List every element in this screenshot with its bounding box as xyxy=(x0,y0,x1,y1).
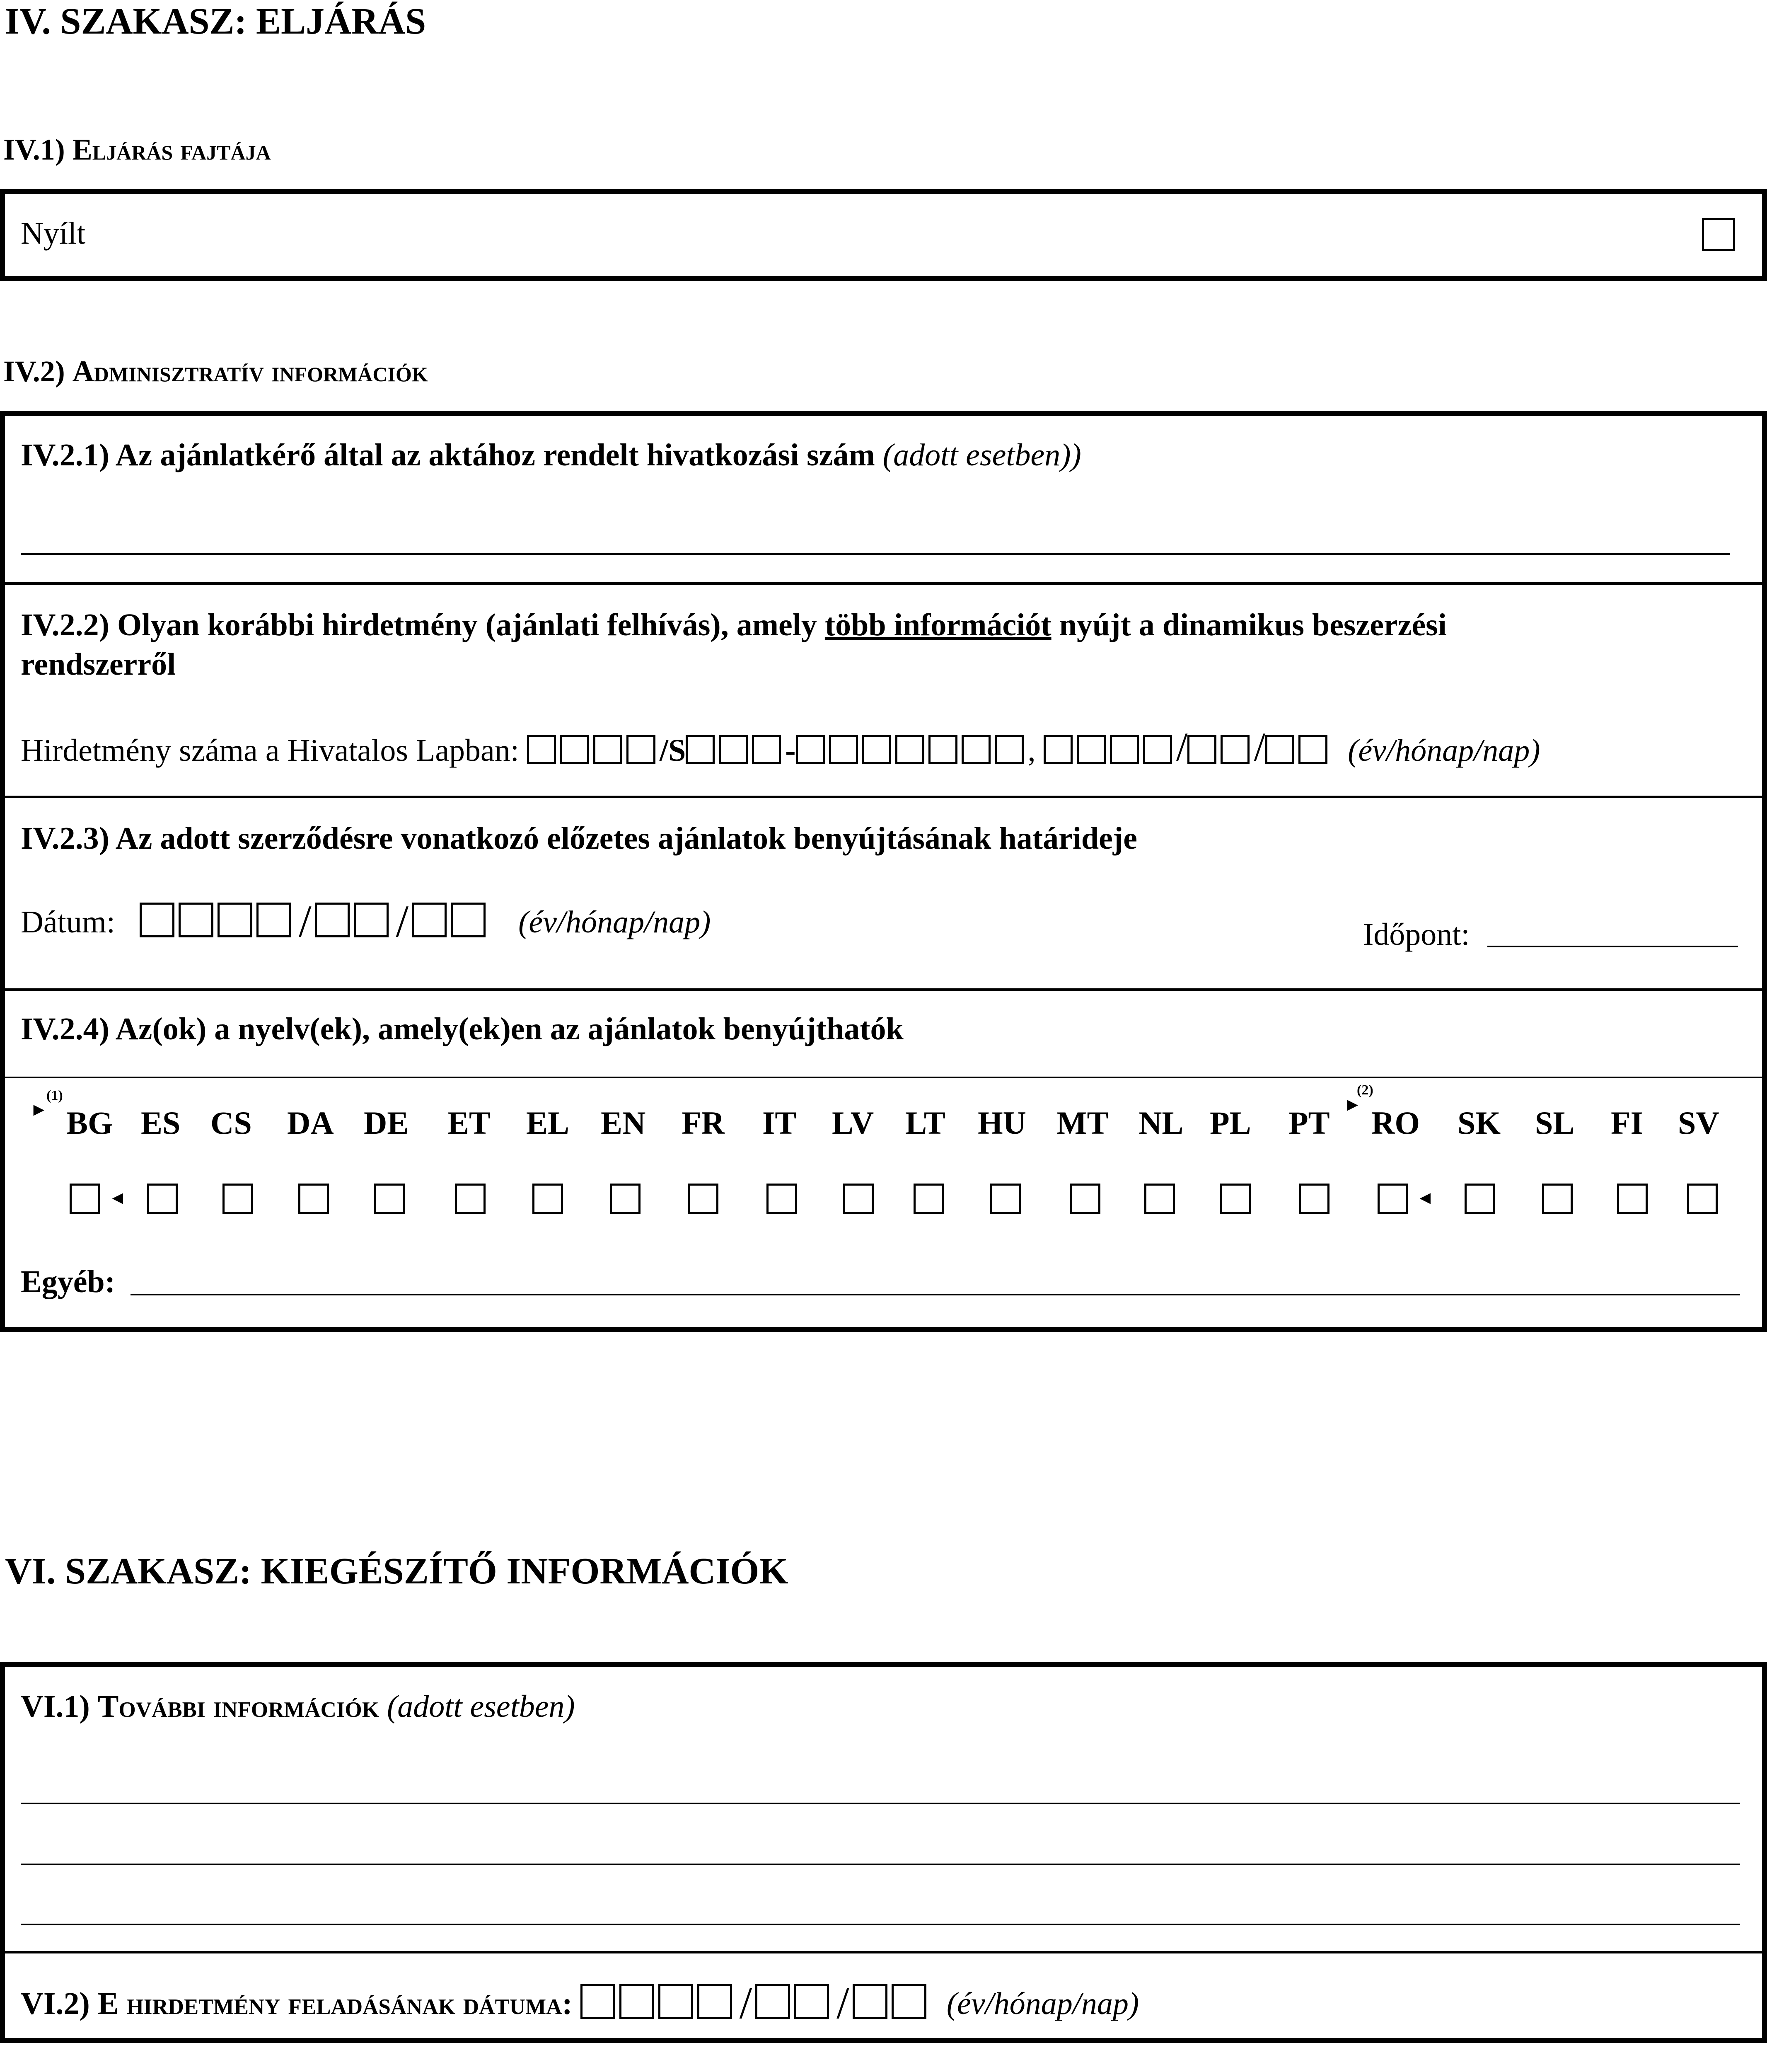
dispatch-month-box[interactable] xyxy=(755,1984,790,2019)
oj-number-box[interactable] xyxy=(962,735,991,764)
lang-label-pt: PT xyxy=(1288,1105,1330,1141)
footnote-ref-1: (1) xyxy=(46,1088,63,1103)
oj-date-year-box[interactable] xyxy=(1143,735,1172,764)
lang-label-de: DE xyxy=(364,1105,409,1141)
deadline-year-box[interactable] xyxy=(140,903,174,937)
lang-checkbox-en[interactable] xyxy=(610,1184,641,1214)
arrow-right-icon: ► xyxy=(1344,1094,1362,1115)
lang-label-pl: PL xyxy=(1210,1105,1251,1141)
deadline-year-box[interactable] xyxy=(179,903,213,937)
divider xyxy=(0,988,1767,991)
oj-number-box[interactable] xyxy=(796,735,825,764)
additional-info-line-1[interactable] xyxy=(21,1803,1740,1804)
heading-iv22: IV.2.2) Olyan korábbi hirdetmény (ajánlati felhívás), amely több információt nyújt a dinamikus beszerzési xyxy=(21,608,1447,642)
arrow-left-icon: ◄ xyxy=(1416,1188,1434,1208)
lang-checkbox-it[interactable] xyxy=(766,1184,797,1214)
oj-year-box[interactable] xyxy=(593,735,622,764)
lang-checkbox-sl[interactable] xyxy=(1542,1184,1573,1214)
lang-checkbox-fr[interactable] xyxy=(688,1184,718,1214)
arrow-left-icon: ◄ xyxy=(109,1188,127,1208)
lang-label-cs: CS xyxy=(210,1105,252,1141)
heading-vi1: VI.1) További információk (adott esetben) xyxy=(21,1689,575,1724)
oj-year-box[interactable] xyxy=(560,735,589,764)
deadline-year-box[interactable] xyxy=(256,903,291,937)
oj-s-box[interactable] xyxy=(719,735,748,764)
oj-s-box[interactable] xyxy=(686,735,715,764)
heading-iv22-cont: rendszerről xyxy=(21,647,176,682)
heading-iv2: IV.2) Adminisztratív információk xyxy=(3,355,428,388)
oj-date-month-box[interactable] xyxy=(1221,735,1250,764)
lang-checkbox-es[interactable] xyxy=(147,1184,178,1214)
deadline-day-box[interactable] xyxy=(412,903,447,937)
lang-label-fi: FI xyxy=(1611,1105,1643,1141)
oj-number-box[interactable] xyxy=(928,735,957,764)
lang-label-ro: RO xyxy=(1371,1105,1420,1141)
oj-number-box[interactable] xyxy=(895,735,924,764)
lang-checkbox-lt[interactable] xyxy=(914,1184,944,1214)
oj-s-box[interactable] xyxy=(752,735,781,764)
arrow-right-icon: ► xyxy=(30,1099,48,1120)
lang-label-da: DA xyxy=(287,1105,334,1141)
oj-year-box[interactable] xyxy=(527,735,556,764)
divider xyxy=(0,796,1767,798)
lang-label-fr: FR xyxy=(682,1105,725,1141)
oj-date-year-box[interactable] xyxy=(1044,735,1073,764)
dispatch-year-box[interactable] xyxy=(658,1984,693,2019)
heading-iv1: IV.1) Eljárás fajtája xyxy=(3,133,271,166)
lang-checkbox-fi[interactable] xyxy=(1617,1184,1648,1214)
lang-label-en: EN xyxy=(601,1105,646,1141)
section-title-vi: VI. SZAKASZ: KIEGÉSZÍTŐ INFORMÁCIÓK xyxy=(5,1551,788,1592)
lang-label-mt: MT xyxy=(1056,1105,1109,1141)
lang-label-nl: NL xyxy=(1139,1105,1184,1141)
dispatch-year-box[interactable] xyxy=(580,1984,615,2019)
dispatch-date-row: VI.2) E hirdetmény feladásának dátuma: / / (év/hónap/nap) xyxy=(21,1978,1139,2028)
oj-number-box[interactable] xyxy=(995,735,1024,764)
lang-checkbox-el[interactable] xyxy=(532,1184,563,1214)
lang-label-lv: LV xyxy=(832,1105,874,1141)
oj-date-year-box[interactable] xyxy=(1077,735,1106,764)
oj-year-box[interactable] xyxy=(626,735,655,764)
dispatch-year-box[interactable] xyxy=(619,1984,654,2019)
deadline-date-row: Dátum: / / (év/hónap/nap) xyxy=(21,896,711,946)
heading-iv21: IV.2.1) Az ajánlatkérő által az aktához rendelt hivatkozási szám (adott esetben)) xyxy=(21,438,1081,472)
lang-label-lt: LT xyxy=(905,1105,945,1141)
lang-checkbox-pt[interactable] xyxy=(1299,1184,1329,1214)
procedure-type-box xyxy=(0,189,1767,281)
divider xyxy=(0,582,1767,585)
lang-label-bg: BG xyxy=(66,1105,113,1141)
deadline-time-label: Időpont: xyxy=(1363,917,1470,952)
admin-info-box xyxy=(0,411,1767,1332)
other-language-label: Egyéb: xyxy=(21,1264,115,1299)
divider xyxy=(0,1077,1767,1078)
oj-number-box[interactable] xyxy=(829,735,858,764)
lang-checkbox-da[interactable] xyxy=(298,1184,329,1214)
lang-label-it: IT xyxy=(762,1105,797,1141)
deadline-time-line[interactable] xyxy=(1487,946,1738,947)
footnote-ref-2: (2) xyxy=(1357,1082,1373,1098)
lang-checkbox-ro[interactable] xyxy=(1378,1184,1408,1214)
deadline-year-box[interactable] xyxy=(218,903,252,937)
oj-number-row: Hirdetmény száma a Hivatalos Lapban: /S - , / / (év/hónap/nap) xyxy=(21,724,1540,770)
lang-label-et: ET xyxy=(447,1105,491,1141)
lang-checkbox-sv[interactable] xyxy=(1687,1184,1718,1214)
dispatch-day-box[interactable] xyxy=(892,1984,926,2019)
heading-iv24: IV.2.4) Az(ok) a nyelv(ek), amely(ek)en az ajánlatok benyújthatók xyxy=(21,1012,904,1046)
deadline-month-box[interactable] xyxy=(354,903,389,937)
additional-info-line-2[interactable] xyxy=(21,1864,1740,1865)
lang-checkbox-hu[interactable] xyxy=(990,1184,1021,1214)
heading-iv23: IV.2.3) Az adott szerződésre vonatkozó előzetes ajánlatok benyújtásának határideje xyxy=(21,821,1137,856)
reference-number-line[interactable] xyxy=(21,553,1730,555)
lang-checkbox-pl[interactable] xyxy=(1220,1184,1251,1214)
oj-date-month-box[interactable] xyxy=(1187,735,1216,764)
open-procedure-checkbox[interactable] xyxy=(1702,218,1735,251)
oj-date-year-box[interactable] xyxy=(1110,735,1139,764)
deadline-day-box[interactable] xyxy=(451,903,486,937)
lang-label-el: EL xyxy=(526,1105,570,1141)
dispatch-month-box[interactable] xyxy=(794,1984,829,2019)
lang-checkbox-de[interactable] xyxy=(374,1184,405,1214)
lang-checkbox-bg[interactable] xyxy=(70,1184,100,1214)
lang-label-sv: SV xyxy=(1678,1105,1719,1141)
lang-checkbox-sk[interactable] xyxy=(1465,1184,1495,1214)
lang-checkbox-nl[interactable] xyxy=(1144,1184,1175,1214)
oj-date-day-box[interactable] xyxy=(1265,735,1294,764)
lang-checkbox-cs[interactable] xyxy=(222,1184,253,1214)
lang-label-sk: SK xyxy=(1458,1105,1501,1141)
lang-label-hu: HU xyxy=(978,1105,1026,1141)
additional-info-line-3[interactable] xyxy=(21,1924,1740,1925)
lang-label-es: ES xyxy=(141,1105,181,1141)
oj-date-day-box[interactable] xyxy=(1298,735,1327,764)
lang-checkbox-et[interactable] xyxy=(455,1184,486,1214)
oj-number-box[interactable] xyxy=(862,735,891,764)
lang-checkbox-mt[interactable] xyxy=(1070,1184,1100,1214)
deadline-month-box[interactable] xyxy=(315,903,350,937)
lang-label-sl: SL xyxy=(1535,1105,1575,1141)
dispatch-day-box[interactable] xyxy=(853,1984,887,2019)
lang-checkbox-lv[interactable] xyxy=(843,1184,874,1214)
open-procedure-label: Nyílt xyxy=(21,216,86,251)
section-title-iv: IV. SZAKASZ: ELJÁRÁS xyxy=(5,1,426,42)
other-language-line[interactable] xyxy=(131,1294,1740,1295)
divider xyxy=(0,1951,1767,1953)
dispatch-year-box[interactable] xyxy=(697,1984,732,2019)
